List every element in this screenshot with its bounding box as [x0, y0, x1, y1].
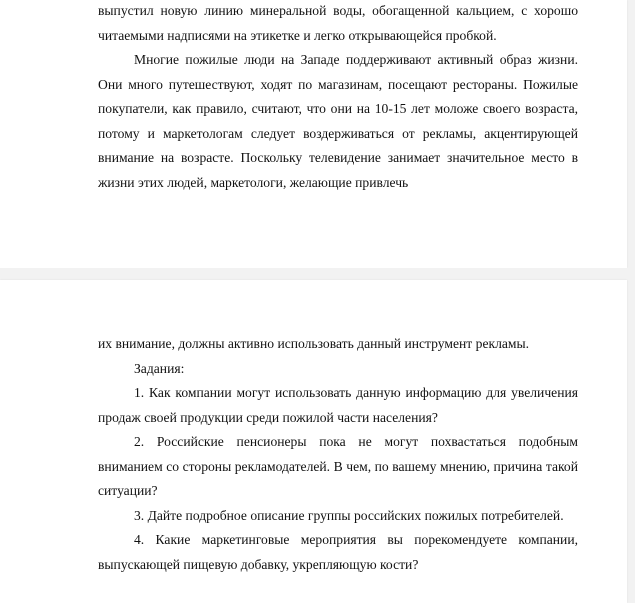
tasks-heading: Задания:	[134, 360, 185, 376]
document-page-2	[0, 280, 627, 603]
paragraph-active-lifestyle: Многие пожилые люди на Западе поддерживают активный образ жизни. Они много путешествуют, ходят по магазинам, посещают рестораны. Пожилые покупатели, как правило, считают, что они на 10-15 лет моложе своего возраста, потому и маркетологам следует воздерживаться от рекламы, акцентирующей внимание на возрасте. Поскольку телевидение занимает значительное место в жизни этих людей, маркетологи, желающие привлечь	[98, 52, 578, 190]
task-1: 1. Как компании могут использовать данную информацию для увеличения продаж своей продукции среди пожилой части населения?	[98, 385, 578, 425]
task-4: 4. Какие маркетинговые мероприятия вы порекомендуете компании, выпускающей пищевую добавку, укрепляющую кости?	[98, 532, 578, 572]
document-page-1	[0, 0, 627, 268]
page-1-text	[98, 0, 578, 195]
page-break	[0, 268, 635, 280]
page-2-text	[98, 332, 578, 577]
paragraph-continued-2: их внимание, должны активно использовать данный инструмент рекламы.	[98, 336, 530, 351]
paragraph-continued: выпустил новую линию минеральной воды, обогащенной кальцием, с хорошо читаемыми надписями на этикетке и легко открывающейся пробкой.	[98, 3, 578, 43]
task-3: 3. Дайте подробное описание группы российских пожилых потребителей.	[134, 507, 564, 523]
task-2: 2. Российские пенсионеры пока не могут похвастаться подобным вниманием со стороны рекламодателей. В чем, по вашему мнению, причина такой ситуации?	[98, 434, 578, 498]
